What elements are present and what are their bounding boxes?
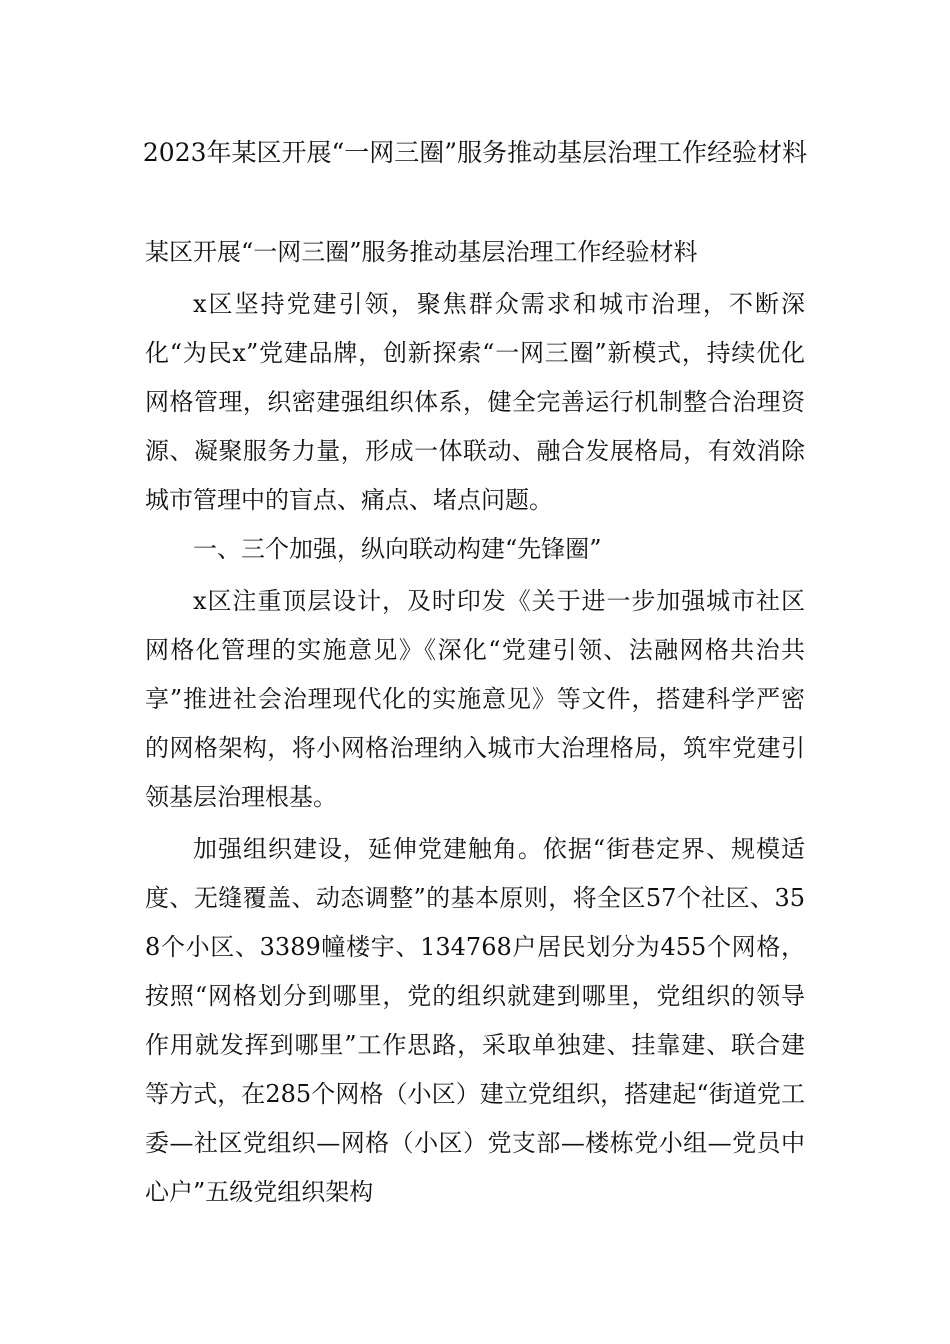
paragraph-top-design: x区注重顶层设计，及时印发《关于进一步加强城市社区网格化管理的实施意见》《深化“党建引领、法融网格共治共享”推进社会治理现代化的实施意见》等文件，搭建科学严密的网格架构，将小网格治理纳入城市大治理格局，筑牢党建引领基层治理根基。 (145, 587, 805, 811)
document-title: 2023年某区开展“一网三圈”服务推动基层治理工作经验材料 (142, 138, 808, 167)
section-heading-1: 一、三个加强，纵向联动构建“先锋圈” (193, 535, 602, 563)
paragraph-organization: 加强组织建设，延伸党建触角。依据“街巷定界、规模适度、无缝覆盖、动态调整”的基本原则，将全区57个社区、358个小区、3389幢楼宇、134768户居民划分为455个网格，按照“网格划分到哪里，党的组织就建到哪里，党组织的领导作用就发挥到哪里”工作思路，采取单独建、挂靠建、联合建等方式，在285个网格（小区）建立党组织，搭建起“街道党工委—社区党组织—网格（小区）党支部—楼栋党小组—党员中心户”五级党组织架构 (145, 835, 805, 1206)
document-subtitle: 某区开展“一网三圈”服务推动基层治理工作经验材料 (145, 238, 698, 266)
paragraph-intro: x区坚持党建引领，聚焦群众需求和城市治理，不断深化“为民x”党建品牌，创新探索“一网三圈”新模式，持续优化网格管理，织密建强组织体系，健全完善运行机制整合治理资源、凝聚服务力量，形成一体联动、融合发展格局，有效消除城市管理中的盲点、痛点、堵点问题。 (145, 290, 805, 514)
